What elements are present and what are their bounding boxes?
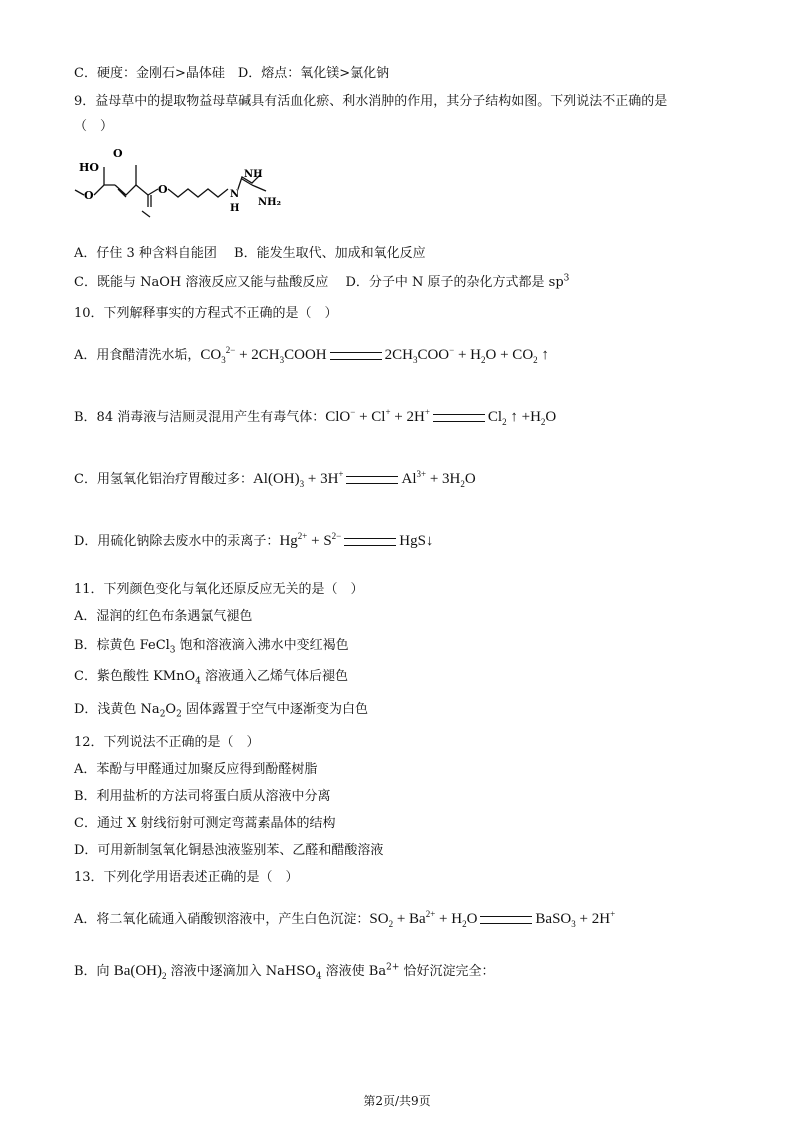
q13-option-b: B．向 $Ba(OH)_2$ 溶液中逐滴加入 NaHSO$_4$ 溶液使 $Ba^{2+}$ 恰好沉淀完全： — [74, 962, 495, 982]
q8-option-cd: C．硬度：金刚石>晶体硅 D．熔点：氧化镁>氯化钠 — [74, 66, 390, 81]
mol-o-ester: O — [158, 183, 168, 196]
mol-nh2: NH₂ — [258, 197, 281, 208]
q9-option-ab: A．仔住 3 种含料自能团 B．能发生取代、加成和氧化反应 — [74, 246, 426, 261]
q10-option-b: B．84 消毒液与洁厕灵混用产生有毒气体：ClO− + Cl+ + 2H+ $Cl_2$ ↑ $+H_2O$ — [74, 407, 557, 427]
q12-option-b: B．利用盐析的方法司将蛋白质从溶液中分离 — [74, 789, 331, 804]
q11-option-b: B．棕黄色 FeCl$_3$ 饱和溶液滴入沸水中变红褐色 — [74, 638, 349, 656]
q11-option-a: A．湿润的红色布条遇氯气褪色 — [74, 609, 253, 624]
mol-o-left: O — [84, 189, 94, 202]
q13-stem: 13．下列化学用语表述正确的是（ ） — [74, 870, 299, 885]
q10-option-c: C．用氢氧化铝治疗胃酸过多：$Al(OH)_3 + 3H^+$ $Al^{3+} + 3H_2O$ — [74, 469, 476, 489]
q12-option-c: C．通过 X 射线衍射可测定弯蒿素晶体的结构 — [74, 816, 336, 831]
q9-stem: 9．益母草中的提取物益母草碱具有活血化瘀、利水消肿的作用，其分子结构如图。下列说法不正确的是 — [74, 94, 668, 109]
page-number: 第2页/共9页 — [363, 1094, 431, 1108]
q11-stem: 11．下列颜色变化与氧化还原反应无关的是（ ） — [74, 582, 364, 597]
mol-h: H — [230, 203, 240, 214]
q9-paren: （ ） — [74, 119, 114, 134]
q12-option-a: A．苯酚与甲醛通过加聚反应得到酚醛树脂 — [74, 762, 318, 777]
q12-stem: 12．下列说法不正确的是（ ） — [74, 735, 260, 750]
q9-option-cd: C．既能与 NaOH 溶液反应又能与盐酸反应 D．分子中 N 原子的杂化方式都是 $sp^3$ — [74, 273, 570, 290]
q11-option-c: C．紫色酸性 KMnO$_4$ 溶液通入乙烯气体后褪色 — [74, 669, 349, 687]
mol-o-top: O — [113, 147, 123, 160]
q12-option-d: D．可用新制氢氧化铜悬浊液鉴别苯、乙醛和醋酸溶液 — [74, 843, 384, 858]
mol-ho: HO — [79, 161, 99, 174]
q11-option-d: D．浅黄色 $Na_2O_2$ 固体露置于空气中逐渐变为白色 — [74, 702, 368, 720]
q10-stem: 10．下列解释事实的方程式不正确的是（ ） — [74, 306, 338, 321]
mol-nh-top: NH — [244, 169, 263, 180]
q10-option-a: A．用食醋清洗水垢，$CO_3^{2-}$ + $2CH_3COOH$ $2CH_3COO^- + H_2O + CO_2$ ↑ — [74, 345, 549, 365]
molecule-structure — [70, 145, 290, 225]
mol-n: N — [230, 189, 240, 200]
q10-option-d: D．用硫化钠除去废水中的汞离子：$Hg^{2+} + S^{2-}$ HgS↓ — [74, 531, 434, 549]
q13-option-a: A．将二氧化硫通入硝酸钡溶液中，产生白色沉淀：$SO_2 + Ba^{2+} + H_2O$ BaSO$_3$ + 2H+ — [74, 909, 616, 929]
